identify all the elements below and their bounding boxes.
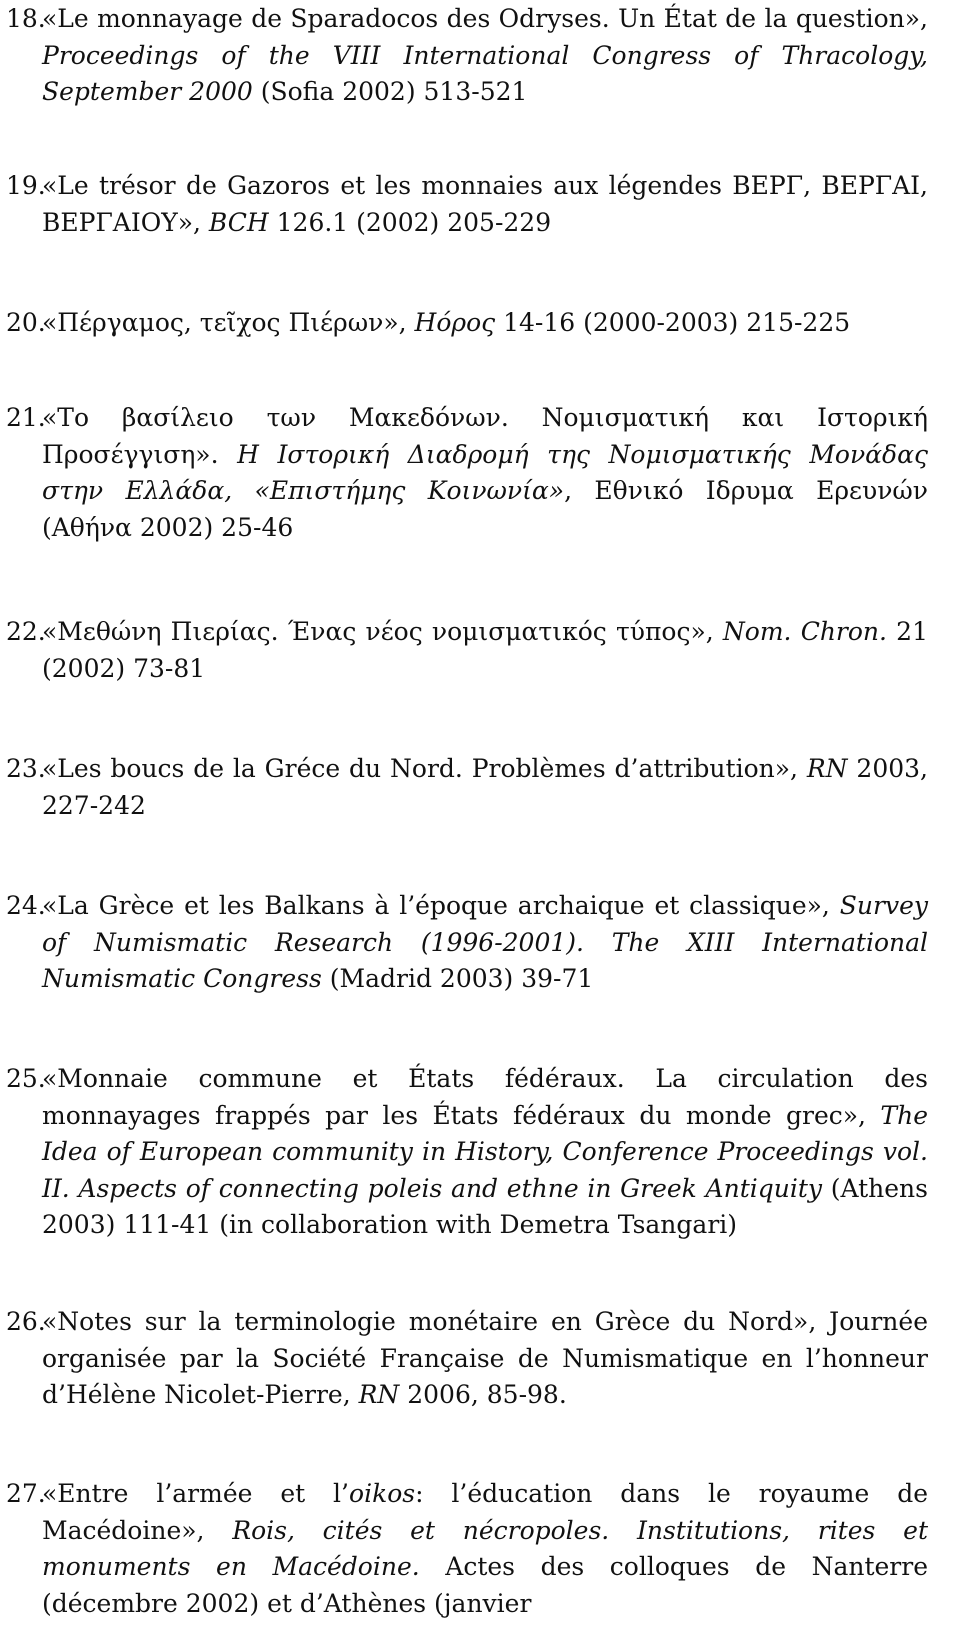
bibliography-entry-25	[6, 1061, 928, 1244]
bibliography-entry-21	[6, 400, 928, 546]
entry-text: «Το βασίλειο των Μακεδόνων. Νομισματική και Ιστορική Προσέγγιση». Η Ιστορική Διαδρομή της Νομισματικής Μονάδας στην Ελλάδα, «Επιστήμης Κοινωνία», Εθνικό Ιδρυμα Ερευνών (Αθήνα 2002) 25-46	[42, 403, 928, 542]
entry-text: «Notes sur la terminologie monétaire en Grèce du Nord», Journée organisée par la Société Française de Numismatique en l’honneur d’Hélène Nicolet-Pierre, RN 2006, 85-98.	[42, 1307, 928, 1409]
bibliography-entry-27	[6, 1476, 928, 1622]
entry-text: «Le monnayage de Sparadocos des Odryses. Un État de la question», Proceedings of the VIII International Congress of Thracology, September 2000 (Sofia 2002) 513-521	[42, 4, 928, 106]
entry-number: 23.	[6, 754, 46, 783]
bibliography-entry-22	[6, 614, 928, 687]
bibliography-entry-23	[6, 751, 928, 824]
entry-number: 25.	[6, 1064, 46, 1093]
entry-number: 27.	[6, 1479, 46, 1508]
entry-number: 24.	[6, 891, 46, 920]
entry-text: «La Grèce et les Balkans à l’époque archaique et classique», Survey of Numismatic Research (1996-2001). The XIII International Numismatic Congress (Madrid 2003) 39-71	[42, 891, 928, 993]
bibliography-entry-20	[6, 305, 928, 342]
entry-text: «Le trésor de Gazoros et les monnaies aux légendes ΒΕΡΓ, ΒΕΡΓΑΙ, ΒΕΡΓΑΙΟΥ», BCH 126.1 (2002) 205-229	[42, 171, 928, 237]
entry-number: 19.	[6, 171, 46, 200]
entry-number: 21.	[6, 403, 46, 432]
bibliography-entry-19	[6, 168, 928, 241]
entry-text: «Entre l’armée et l’oikos: l’éducation dans le royaume de Macédoine», Rois, cités et nécropoles. Institutions, rites et monuments en Macédoine. Actes des colloques de Nanterre (décembre 2002) et d’Athènes (janvier	[42, 1479, 928, 1618]
entry-text: «Les boucs de la Gréce du Nord. Problèmes d’attribution», RN 2003, 227-242	[42, 754, 928, 820]
entry-number: 26.	[6, 1307, 46, 1336]
bibliography-entry-24	[6, 888, 928, 998]
entry-number: 20.	[6, 308, 46, 337]
bibliography-entry-18	[6, 1, 928, 111]
entry-text: «Μεθώνη Πιερίας. Ένας νέος νομισματικός τύπος», Nom. Chron. 21 (2002) 73-81	[42, 617, 928, 683]
entry-number: 18.	[6, 4, 46, 33]
bibliography-entry-26	[6, 1304, 928, 1414]
entry-number: 22.	[6, 617, 46, 646]
entry-text: «Πέργαμος, τεῖχος Πιέρων», Ηόρος 14-16 (2000-2003) 215-225	[42, 308, 851, 337]
entry-text: «Monnaie commune et États fédéraux. La circulation des monnayages frappés par les États fédéraux du monde grec», The Idea of European community in History, Conference Proceedings vol. II. Aspects of connecting poleis and ethne in Greek Antiquity (Athens 2003) 111-41 (in collaboration with Demetra Tsangari)	[42, 1064, 928, 1239]
